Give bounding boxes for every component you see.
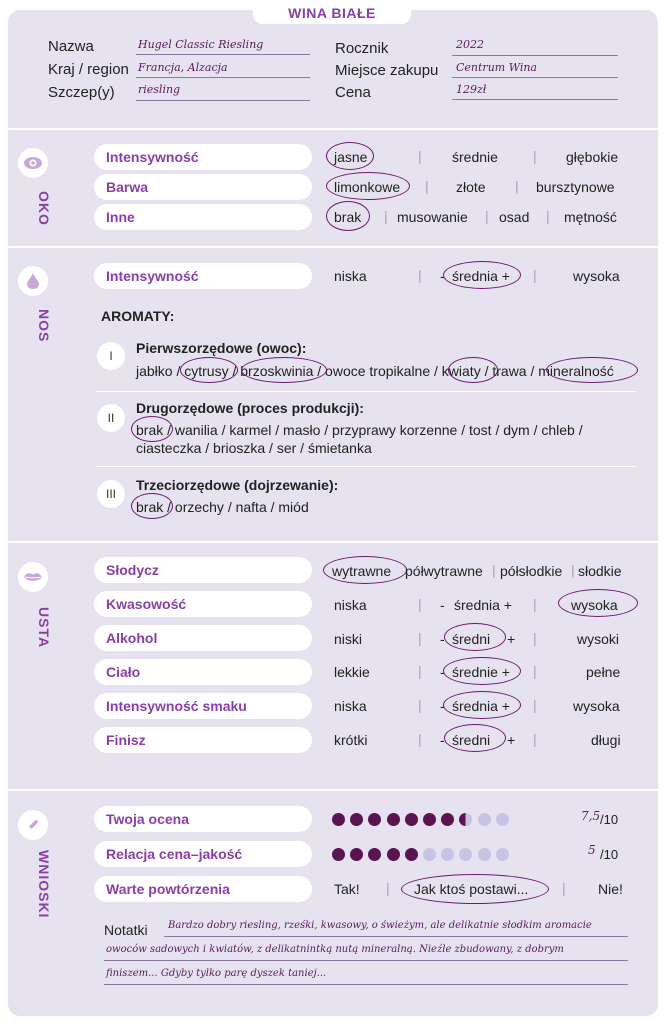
selection-circle [323, 556, 407, 584]
pencil-icon [18, 810, 48, 840]
notes-label: Notatki [104, 922, 148, 938]
selection-circle [558, 589, 638, 617]
eye-icon [18, 148, 48, 178]
primary-aromas-list[interactable]: jabłko / cytrusy / brzoskwinia / owoce tropikalne / kwiaty / trawa / mineralność [136, 363, 614, 379]
grape-label: Szczep(y) [48, 84, 115, 101]
rating-max: /10 [600, 812, 619, 827]
option-brak[interactable]: brak [334, 209, 362, 225]
price-underline [452, 99, 618, 100]
divider: | [384, 208, 388, 224]
flavor-intensity-label: Intensywność smaku [94, 693, 312, 719]
divider: | [562, 880, 566, 896]
option-krotki[interactable]: krótki [334, 732, 368, 748]
divider: | [418, 596, 422, 612]
divider: | [418, 697, 422, 713]
plus-sign: + [507, 631, 516, 647]
selection-circle [546, 357, 638, 383]
notes-line-2[interactable]: owoców sadowych i kwiatów, z delikatnintką nutą mineralną. Nieźle zbudowany, z dobrym [106, 944, 564, 955]
secondary-aromas-line1[interactable]: brak / wanilia / karmel / masło / przyprawy korzenne / tost / dym / chleb / [136, 422, 583, 438]
option-dlugi[interactable]: długi [591, 732, 621, 748]
roman-numeral-1: I [97, 342, 125, 370]
price-quality-max: /10 [600, 847, 619, 862]
option-niska[interactable]: niska [334, 268, 367, 284]
price-value[interactable]: 129zł [456, 83, 487, 96]
oko-intensity-label: Intensywność [94, 144, 312, 170]
option-srednia[interactable]: średnia + [454, 597, 512, 613]
selection-circle [444, 724, 506, 752]
divider: | [425, 178, 429, 194]
rating-dot[interactable] [496, 813, 509, 826]
minus-sign: - [440, 664, 445, 680]
minus-sign: - [440, 597, 445, 613]
divider: | [533, 663, 537, 679]
section-label-usta: USTA [36, 607, 52, 649]
minus-sign: - [440, 732, 445, 748]
rating-dot[interactable] [405, 848, 418, 861]
minus-sign: - [440, 631, 445, 647]
rating-dot[interactable] [405, 813, 418, 826]
place-label: Miejsce zakupu [335, 62, 439, 79]
divider: | [418, 663, 422, 679]
tertiary-aromas-list[interactable]: brak / orzechy / nafta / miód [136, 499, 309, 515]
section-label-oko: OKO [36, 190, 52, 226]
name-value[interactable]: Hugel Classic Riesling [138, 38, 264, 51]
divider: | [533, 148, 537, 164]
option-srednia[interactable]: średnia + [452, 268, 510, 284]
option-wysoka[interactable]: wysoka [571, 597, 618, 613]
rating-dot[interactable] [332, 848, 345, 861]
selection-circle [448, 357, 498, 383]
minus-sign: - [440, 268, 445, 284]
notes-underline [104, 984, 628, 985]
section-divider [8, 128, 658, 130]
divider: | [418, 148, 422, 164]
selection-circle [326, 172, 410, 200]
primary-aromas-title: Pierwszorzędowe (owoc): [136, 340, 307, 356]
roman-numeral-2: II [97, 404, 125, 432]
divider: | [418, 630, 422, 646]
lips-icon [18, 562, 48, 592]
price-quality-score[interactable]: 5 [588, 843, 596, 857]
option-tak[interactable]: Tak! [334, 881, 360, 897]
roman-numeral-3: III [97, 480, 125, 508]
option-bursztynowe[interactable]: bursztynowe [536, 179, 615, 195]
notes-line-1[interactable]: Bardzo dobry riesling, rześki, kwasowy, o świeżym, ale delikatnie słodkim aromacie [168, 920, 592, 931]
selection-circle [241, 357, 327, 383]
option-nie[interactable]: Nie! [598, 881, 623, 897]
option-srednie[interactable]: średnie [452, 149, 498, 165]
aroma-divider [96, 391, 636, 392]
option-limonkowe[interactable]: limonkowe [334, 179, 401, 195]
selection-circle [326, 201, 370, 231]
option-jasne[interactable]: jasne [334, 149, 368, 165]
option-srednie[interactable]: średnie + [452, 664, 510, 680]
divider: | [546, 208, 550, 224]
section-label-nos: NOS [36, 309, 52, 343]
rating-dot[interactable] [387, 813, 400, 826]
year-value[interactable]: 2022 [456, 38, 484, 51]
sweetness-label: Słodycz [94, 557, 312, 583]
divider: | [418, 731, 422, 747]
option-pelne[interactable]: pełne [586, 664, 621, 680]
price-label: Cena [335, 84, 371, 101]
rating-dot[interactable] [496, 848, 509, 861]
option-polslodkie[interactable]: półsłodkie [500, 563, 563, 579]
rating-score[interactable]: 7,5 [581, 809, 601, 823]
country-label: Kraj / region [48, 61, 129, 78]
notes-line-3[interactable]: finiszem... Gdyby tylko parę dyszek taniej... [106, 968, 327, 979]
minus-sign: - [440, 698, 445, 714]
divider: | [533, 697, 537, 713]
divider: | [533, 267, 537, 283]
divider: | [386, 880, 390, 896]
selection-circle [444, 623, 506, 651]
oko-other-label: Inne [94, 204, 312, 230]
rating-dot[interactable] [423, 813, 436, 826]
option-metnosc[interactable]: mętność [564, 209, 617, 225]
section-divider [8, 541, 658, 543]
secondary-aromas-line2[interactable]: ciasteczka / brioszka / ser / śmietanka [136, 440, 372, 456]
divider: | [492, 562, 496, 578]
option-niska[interactable]: niska [334, 597, 367, 613]
rating-dot[interactable] [423, 848, 436, 861]
selection-circle [326, 142, 374, 170]
oko-color-label: Barwa [94, 174, 312, 200]
body-label: Ciało [94, 659, 312, 685]
rating-dot[interactable] [478, 813, 491, 826]
option-wysoka[interactable]: wysoka [573, 268, 620, 284]
divider: | [533, 596, 537, 612]
selection-circle [180, 357, 238, 383]
section-divider [8, 246, 658, 248]
option-wysoki[interactable]: wysoki [577, 631, 620, 647]
divider: | [533, 630, 537, 646]
country-value[interactable]: Francja, Alzacja [138, 61, 228, 74]
nos-intensity-label: Intensywność [94, 263, 312, 289]
rating-label: Twoja ocena [94, 806, 312, 832]
option-zlote[interactable]: złote [456, 179, 486, 195]
option-niska[interactable]: niska [334, 698, 367, 714]
selection-circle [443, 691, 521, 719]
name-underline [136, 54, 310, 55]
selection-circle [401, 874, 549, 904]
aromas-heading: AROMATY: [101, 308, 175, 324]
plus-sign: + [507, 732, 516, 748]
selection-circle [443, 657, 521, 685]
option-polwytrawne[interactable]: półwytrawne [405, 563, 483, 579]
place-value[interactable]: Centrum Wina [456, 61, 537, 74]
name-label: Nazwa [48, 38, 94, 55]
aroma-divider [96, 466, 636, 467]
rating-dot[interactable] [332, 813, 345, 826]
page-title: WINA BIAŁE [253, 0, 411, 24]
alcohol-label: Alkohol [94, 625, 312, 651]
option-wytrawne[interactable]: wytrawne [332, 563, 392, 579]
divider: | [418, 267, 422, 283]
grape-value[interactable]: riesling [138, 83, 181, 96]
option-srednia[interactable]: średnia + [452, 698, 510, 714]
worth-repeating-label: Warte powtórzenia [94, 876, 312, 902]
notes-underline [104, 960, 628, 961]
option-sredni[interactable]: średni [452, 631, 491, 647]
option-jak-ktos-postawi[interactable]: Jak ktoś postawi... [414, 881, 529, 897]
option-niski[interactable]: niski [334, 631, 363, 647]
notes-underline [164, 936, 628, 937]
option-slodkie[interactable]: słodkie [578, 563, 622, 579]
price-quality-label: Relacja cena–jakość [94, 841, 312, 867]
grape-underline [136, 100, 310, 101]
divider: | [515, 178, 519, 194]
selection-circle [443, 261, 521, 289]
rating-dot[interactable] [478, 848, 491, 861]
year-underline [452, 55, 618, 56]
option-musowanie[interactable]: musowanie [397, 209, 468, 225]
divider: | [485, 208, 489, 224]
place-underline [452, 77, 618, 78]
tertiary-aromas-title: Trzeciorzędowe (dojrzewanie): [136, 477, 339, 493]
option-osad[interactable]: osad [499, 209, 530, 225]
section-label-wnioski: WNIOSKI [36, 849, 52, 919]
option-glebokie[interactable]: głębokie [566, 149, 619, 165]
acidity-label: Kwasowość [94, 591, 312, 617]
option-sredni[interactable]: średni [452, 732, 491, 748]
secondary-aromas-title: Drugorzędowe (proces produkcji): [136, 400, 364, 416]
finish-label: Finisz [94, 727, 312, 753]
divider: | [571, 562, 575, 578]
option-wysoka[interactable]: wysoka [573, 698, 620, 714]
section-divider [8, 789, 658, 791]
drop-icon [18, 266, 48, 296]
country-underline [136, 77, 310, 78]
option-lekkie[interactable]: lekkie [334, 664, 370, 680]
selection-circle [131, 493, 173, 519]
year-label: Rocznik [335, 40, 389, 57]
rating-dot[interactable] [387, 848, 400, 861]
selection-circle [131, 416, 173, 442]
divider: | [533, 731, 537, 747]
